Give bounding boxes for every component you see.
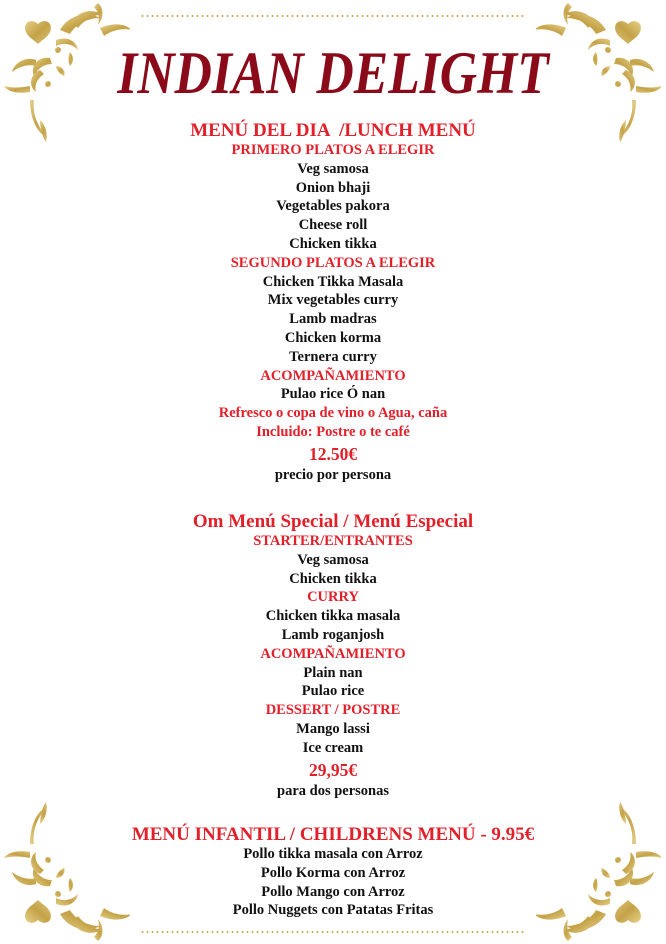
menu-item: Ice cream [302, 739, 364, 756]
lunch-menu-title: MENÚ DEL DIA /LUNCH MENÚ [190, 120, 476, 141]
top-dotted-border [140, 15, 526, 17]
menu-item: Pulao rice [301, 683, 365, 700]
price-note: para dos personas [277, 782, 389, 799]
menu-item: Cheese roll [298, 217, 368, 234]
menu-item: Pollo Nuggets con Patatas Fritas [232, 902, 434, 919]
section-heading: CURRY [307, 589, 359, 606]
menu-item: Pollo Mango con Arroz [261, 883, 405, 900]
menu-item: Mango lassi [296, 720, 370, 737]
section-heading: ACOMPAÑAMIENTO [260, 645, 406, 662]
menu-item: Ternera curry [289, 348, 377, 365]
price-note: precio por persona [274, 466, 392, 483]
menu-item: Chicken Tikka Masala [262, 273, 404, 290]
menu-item: Veg samosa [297, 160, 369, 177]
section-heading: PRIMERO PLATOS A ELEGIR [231, 142, 435, 158]
menu-item: Lamb roganjosh [281, 626, 385, 643]
section-heading: SEGUNDO PLATOS A ELEGIR [230, 254, 436, 271]
menu-item: Chicken tikka masala [265, 608, 401, 625]
menu-item: Chicken korma [284, 329, 382, 346]
menu-note: Incluido: Postre o te café [256, 423, 410, 440]
menu-note: Refresco o copa de vino o Agua, caña [218, 405, 448, 422]
menu-item: Lamb madras [289, 311, 377, 328]
restaurant-title: INDIAN DELIGHT [117, 40, 549, 106]
menu-item: Onion bhaji [295, 179, 371, 196]
menu-item: Pollo tikka masala con Arroz [243, 846, 423, 862]
menu-item: Plain nan [303, 664, 363, 681]
special-menu-section [0, 512, 666, 801]
menu-item: Veg samosa [297, 551, 369, 568]
kids-menu-section [0, 825, 666, 920]
kids-menu-title: MENÚ INFANTIL / CHILDRENS MENÚ - 9.95€ [131, 824, 535, 845]
menu-item: Chicken tikka [289, 570, 377, 587]
section-heading: DESSERT / POSTRE [265, 702, 401, 719]
lunch-menu-section [0, 121, 666, 485]
menu-item: Pollo Korma con Arroz [260, 864, 406, 881]
menu-item: Pulao rice Ó nan [280, 386, 386, 403]
special-menu-title: Om Menú Special / Menú Especial [192, 511, 474, 532]
lunch-price: 12.50€ [308, 443, 358, 464]
section-heading: STARTER/ENTRANTES [253, 533, 413, 549]
menu-item: Vegetables pakora [276, 198, 390, 215]
menu-item: Chicken tikka [289, 235, 377, 252]
section-heading: ACOMPAÑAMIENTO [260, 367, 406, 384]
special-price: 29,95€ [308, 759, 358, 780]
bottom-dotted-border [140, 931, 526, 933]
menu-item: Mix vegetables curry [267, 292, 399, 309]
